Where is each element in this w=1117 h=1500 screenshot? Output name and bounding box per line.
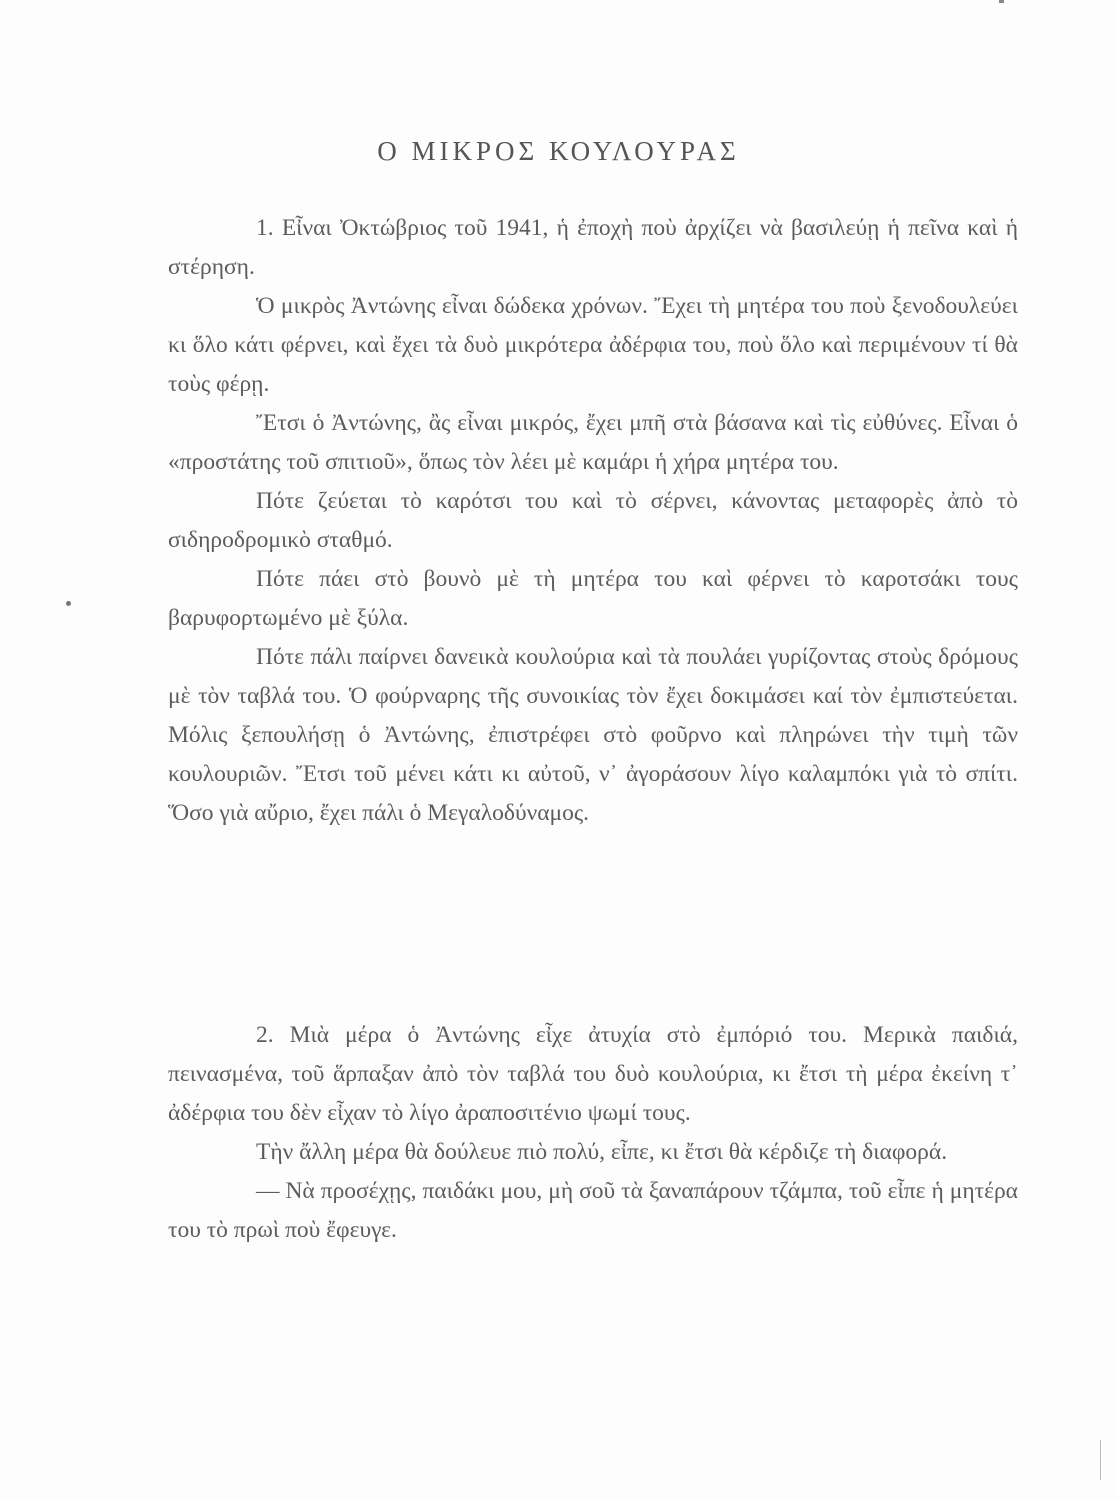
paragraph: Τὴν ἄλλη μέρα θὰ δούλευε πιὸ πολύ, εἶπε, κι ἔτσι θὰ κέρδιζε τὴ διαφορά. (256, 1139, 948, 1165)
page-title: Ο ΜΙΚΡΟΣ ΚΟΥΛΟΥΡΑΣ (377, 136, 740, 166)
paragraph: Ἔτσι ὁ Ἀντώνης, ἂς εἶναι μικρός, ἔχει μπῆ στὰ βάσανα καὶ τὶς εὐθύνες. Εἶναι ὁ «προστάτης τοῦ σπιτιοῦ», ὅπως τὸν λέει μὲ καμάρι ἡ χήρα μητέρα του. (168, 410, 1018, 475)
paragraph: — Νὰ προσέχῃς, παιδάκι μου, μὴ σοῦ τὰ ξαναπάρουν τζάμπα, τοῦ εἶπε ἡ μητέρα του τὸ πρωὶ ποὺ ἔφευγε. (168, 1178, 1018, 1243)
paragraph: Πότε ζεύεται τὸ καρότσι του καὶ τὸ σέρνει, κάνοντας μεταφορὲς ἀπὸ τὸ σιδηροδρομικὸ σταθμό. (168, 488, 1018, 553)
paragraph: 2. Μιὰ μέρα ὁ Ἀντώνης εἶχε ἀτυχία στὸ ἐμπόριό του. Μερικὰ παιδιά, πεινασμένα, τοῦ ἅρπαξαν ἀπὸ τὸν ταβλά του δυὸ κουλούρια, κι ἔτσι τὴ μέρα ἐκείνη τ᾿ ἀδέρφια του δὲν εἶχαν τὸ λίγο ἀραποσιτένιο ψωμί τους. (168, 1022, 1018, 1126)
margin-dot (66, 601, 71, 606)
paragraph: 1. Εἶναι Ὀκτώβριος τοῦ 1941, ἡ ἐποχὴ ποὺ ἀρχίζει νὰ βασιλεύῃ ἡ πεῖνα καὶ ἡ στέρηση. (168, 215, 1018, 280)
section-2 (168, 1016, 1018, 1250)
paragraph: Ὁ μικρὸς Ἀντώνης εἶναι δώδεκα χρόνων. Ἔχει τὴ μητέρα του ποὺ ξενοδουλεύει κι ὅλο κάτι φέρνει, καὶ ἔχει τὰ δυὸ μικρότερα ἀδέρφια του, ποὺ ὅλο καὶ περιμένουν τί θὰ τοὺς φέρῃ. (168, 293, 1018, 397)
scan-line (1100, 1440, 1101, 1480)
scan-speck (999, 0, 1004, 3)
paragraph: Πότε πάλι παίρνει δανεικὰ κουλούρια καὶ τὰ πουλάει γυρίζοντας στοὺς δρόμους μὲ τὸν ταβλά του. Ὁ φούρναρης τῆς συνοικίας τὸν ἔχει δοκιμάσει καί τὸν ἐμπιστεύεται. Μόλις ξεπουλήσῃ ὁ Ἀντώνης, ἐπιστρέφει στὸ φοῦρνο καὶ πληρώνει τὴν τιμὴ τῶν κουλουριῶν. Ἔτσι τοῦ μένει κάτι κι αὐτοῦ, ν᾿ ἀγοράσουν λίγο καλαμπόκι γιὰ τὸ σπίτι. Ὅσο γιὰ αὔριο, ἔχει πάλι ὁ Μεγαλοδύναμος. (168, 644, 1018, 826)
paragraph: Πότε πάει στὸ βουνὸ μὲ τὴ μητέρα του καὶ φέρνει τὸ καροτσάκι τους βαρυφορτωμένο μὲ ξύλα. (168, 566, 1018, 631)
section-1 (168, 209, 1018, 833)
